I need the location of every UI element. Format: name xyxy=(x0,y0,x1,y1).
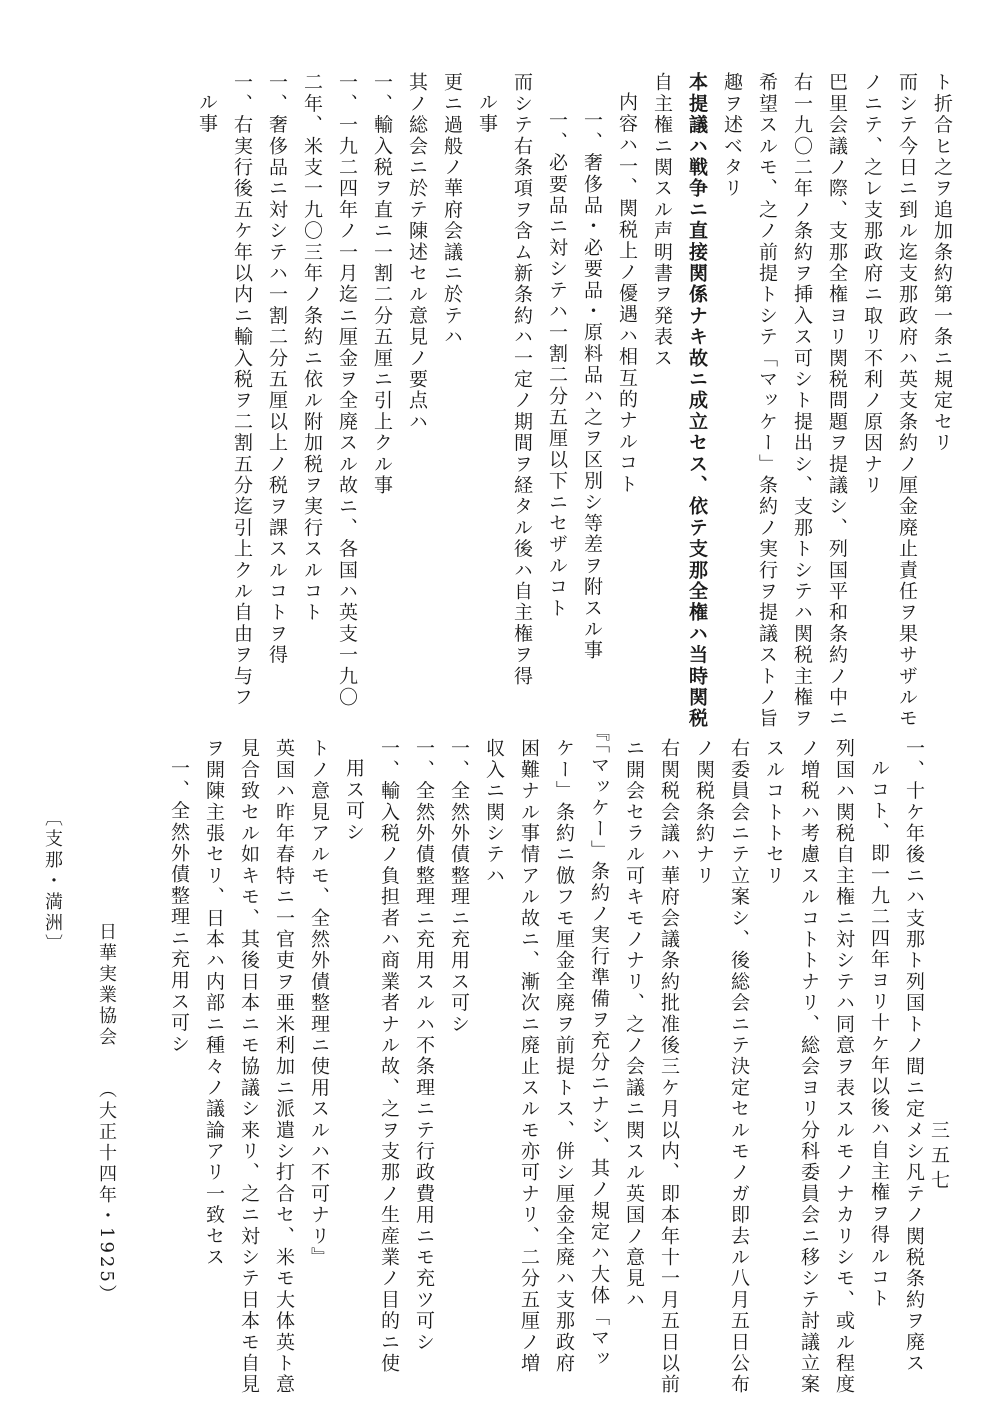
upper-text-line: 其ノ総会ニ於テ陳述セル意見ノ要点ハ xyxy=(406,72,428,433)
upper-text-line: 巴里会議ノ際、支那全権ヨリ関税問題ヲ提議シ、列国平和条約ノ中ニ xyxy=(826,72,848,730)
lower-text-line: 用ス可シ xyxy=(343,758,365,843)
lower-text-line: 『「マッケー」条約ノ実行準備ヲ充分ニナシ、其ノ規定ハ大体「マッ xyxy=(588,722,610,1370)
lower-text-line: 英国ハ昨年春特ニ一官吏ヲ亜米利加ニ派遣シ打合セ、米モ大体英ト意 xyxy=(273,738,295,1396)
lower-text-line: 見合致セル如キモ、其後日本ニモ協議シ来リ、之ニ対シテ日本モ自見 xyxy=(238,738,260,1396)
upper-text-line: 更ニ過般ノ華府会議ニ於テハ xyxy=(441,72,463,348)
upper-text-line: 一、必要品ニ対シテハ一割二分五厘以下ニセザルコト xyxy=(546,110,568,619)
upper-text-line: ル事 xyxy=(196,92,218,135)
lower-text-line: 右関税会議ハ華府会議条約批准後三ケ月以内、即本年十一月五日以前 xyxy=(658,738,680,1396)
upper-text-line: 二年、米支一九〇三年ノ条約ニ依ル附加税ヲ実行スルコト xyxy=(301,72,323,624)
lower-text-line: 一、十ケ年後ニハ支那ト列国トノ間ニ定メシ凡テノ関税条約ヲ廃ス xyxy=(903,738,925,1374)
footer-source: 日華実業協会 xyxy=(96,922,117,1048)
lower-text-line: 一、全然外債整理ニ充用スルハ不条理ニテ行政費用ニモ充ツ可シ xyxy=(413,738,435,1353)
upper-text-line: 一、輸入税ヲ直ニ一割二分五厘ニ引上クル事 xyxy=(371,72,393,496)
lower-text-line: 列国ハ関税自主権ニ対シテハ同意ヲ表スルモノナカリシモ、或ル程度 xyxy=(833,738,855,1396)
upper-text-line: 右一九〇二年ノ条約ヲ挿入ス可シト提出シ、支那トシテハ関税主権ヲ xyxy=(791,72,813,730)
upper-text-line: 而シテ右条項ヲ含ム新条約ハ一定ノ期間ヲ経タル後ハ自主権ヲ得 xyxy=(511,72,533,687)
lower-text-line: 収入ニ関シテハ xyxy=(483,738,505,887)
upper-text-line: 自主権ニ関スル声明書ヲ発表ス xyxy=(651,72,673,369)
lower-text-line: 困難ナル事情アル故ニ、漸次ニ廃止スルモ亦可ナリ、二分五厘ノ増 xyxy=(518,738,540,1374)
upper-text-line: 而シテ今日ニ到ル迄支那政府ハ英支条約ノ厘金廃止責任ヲ果サザルモ xyxy=(896,72,918,730)
lower-text-line: ケー」条約ニ倣フモ厘金全廃ヲ前提トス、併シ厘金全廃ハ支那政府 xyxy=(553,738,575,1374)
lower-text-line: 一、全然外債整理ニ充用ス可シ xyxy=(448,738,470,1035)
lower-text-line: ルコト、即一九二四年ヨリ十ケ年以後ハ自主権ヲ得ルコト xyxy=(868,758,890,1310)
lower-text-line: 一、全然外債整理ニ充用ス可シ xyxy=(168,758,190,1055)
upper-text-line: 本提議ハ戦争ニ直接関係ナキ故ニ成立セス、依テ支那全権ハ当時関税 xyxy=(686,72,708,730)
lower-text-line: ノ関税条約ナリ xyxy=(693,738,715,887)
upper-text-line: 一、奢侈品ニ対シテハ一割二分五厘以上ノ税ヲ課スルコトヲ得 xyxy=(266,72,288,666)
lower-text-line: ヲ開陳主張セリ、日本ハ内部ニ種々ノ議論アリ一致セス xyxy=(203,738,225,1268)
upper-text-line: ノニテ、之レ支那政府ニ取リ不利ノ原因ナリ xyxy=(861,72,883,496)
lower-text-line: ノ増税ハ考慮スルコトトナリ、総会ヨリ分科委員会ニ移シテ討議立案 xyxy=(798,738,820,1396)
upper-text-line: 内容ハ一、関税上ノ優遇ハ相互的ナルコト xyxy=(616,92,638,495)
upper-text-line: ト折合ヒ之ヲ追加条約第一条ニ規定セリ xyxy=(931,72,953,454)
upper-text-line: ル事 xyxy=(476,92,498,135)
lower-text-line: 右委員会ニテ立案シ、後総会ニテ決定セルモノガ即去ル八月五日公布 xyxy=(728,738,750,1396)
upper-text-line: 希望スルモ、之ノ前提トシテ「マッケー」条約ノ実行ヲ提議ストノ旨 xyxy=(756,72,778,730)
upper-text-line: 一、奢侈品・必要品・原料品ハ之ヲ区別シ等差ヲ附スル事 xyxy=(581,110,603,662)
page-number: 三五七 xyxy=(928,1120,950,1195)
footer-date: （大正十四年・1925） xyxy=(96,1080,117,1306)
lower-text-line: スルコトトセリ xyxy=(763,738,785,887)
lower-text-line: ニ開会セラル可キモノナリ、之ノ会議ニ関スル英国ノ意見ハ xyxy=(623,738,645,1311)
upper-text-line: 趣ヲ述ベタリ xyxy=(721,72,743,200)
footer-section-label: 〔支那・満洲〕 xyxy=(42,808,63,955)
upper-text-line: 一、一九二四年ノ一月迄ニ厘金ヲ全廃スル故ニ、各国ハ英支一九〇 xyxy=(336,72,358,708)
lower-text-line: トノ意見アルモ、全然外債整理ニ使用スルハ不可ナリ』 xyxy=(308,738,330,1268)
upper-text-line: 一、右実行後五ケ年以内ニ輸入税ヲ二割五分迄引上クル自由ヲ与フ xyxy=(231,72,253,708)
lower-text-line: 一、輸入税ノ負担者ハ商業者ナル故、之ヲ支那ノ生産業ノ目的ニ使 xyxy=(378,738,400,1374)
